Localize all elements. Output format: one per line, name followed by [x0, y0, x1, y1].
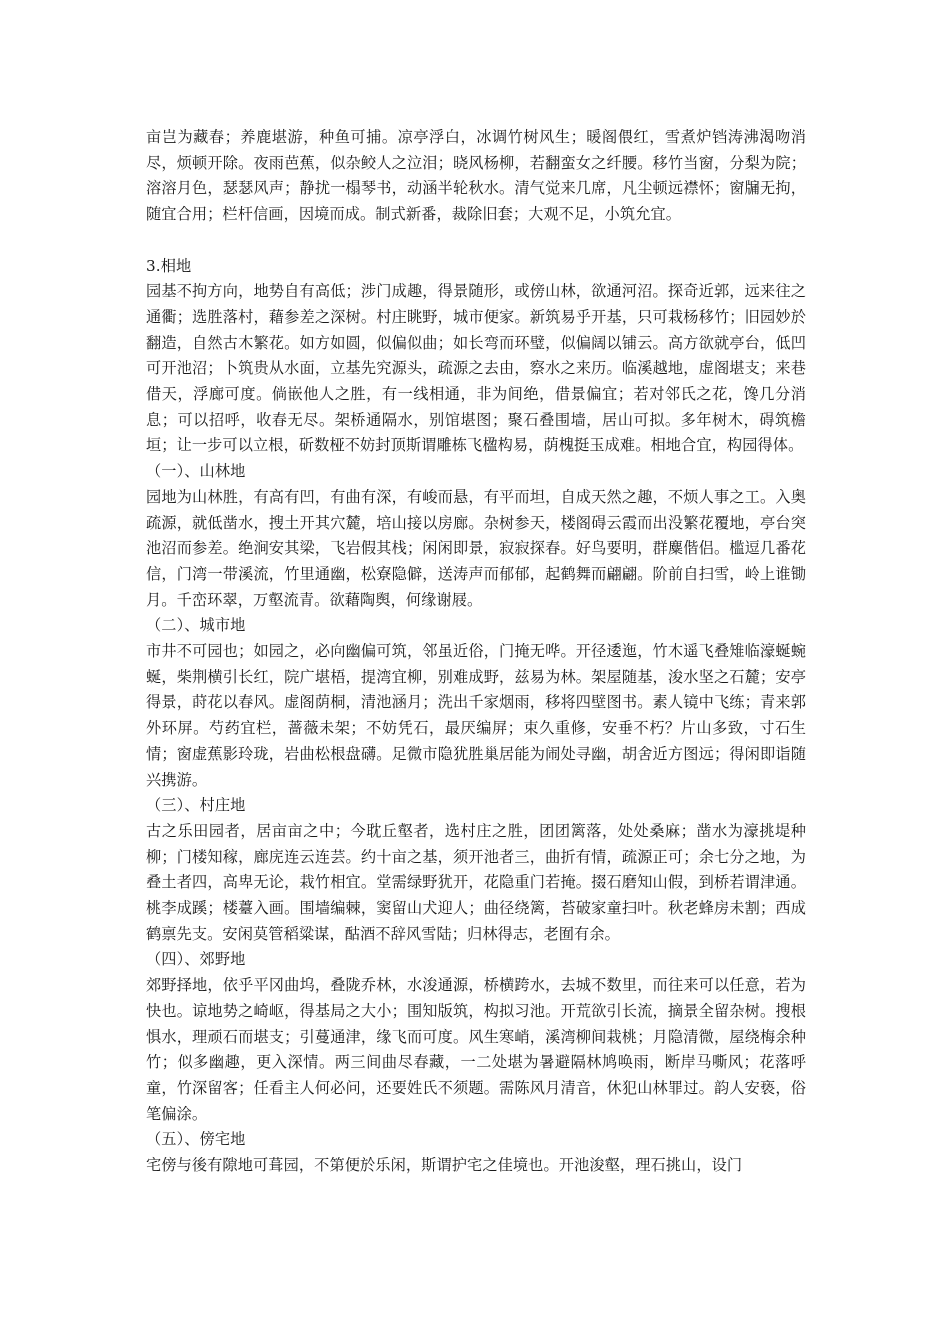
section-heading: 3.相地	[146, 256, 192, 275]
subsection-heading-city: （二）、城市地	[146, 616, 246, 635]
intro-paragraph: 亩岂为藏春；养鹿堪游，种鱼可捕。凉亭浮白，冰调竹树风生；暖阁偎红，雪煮炉铛涛沸渴吻消尽，烦顿开除。夜雨芭蕉，似杂鲛人之泣泪；晓风杨柳，若翻蛮女之纤腰。移竹当窗，分梨为院；溶溶月色，瑟瑟风声；静扰一榻琴书，动涵半轮秋水。清气觉来几席，凡尘顿远襟怀；窗牖无拘，随宜合用；栏杆信画，因境而成。制式新番，裁除旧套；大观不足，小筑允宜。	[146, 128, 806, 224]
subsection-heading-beside-house: （五）、傍宅地	[146, 1130, 246, 1149]
subsection-text-mountain-forest: 园地为山林胜，有高有凹，有曲有深，有峻而悬，有平而坦，自成天然之趣，不烦人事之工。入奥疏源，就低凿水，搜土开其穴麓，培山接以房廊。杂树参天，楼阁碍云霞而出没繁花覆地，亭台突池沼而参差。绝涧安其梁，飞岩假其栈；闲闲即景，寂寂探春。好鸟要明，群麋偕侣。槛逗几番花信，门湾一带溪流，竹里通幽，松寮隐僻，送涛声而郁郁，起鹤舞而翩翩。阶前自扫雪，岭上谁锄月。千峦环翠，万壑流青。欲藉陶舆，何缘谢屐。	[146, 487, 806, 609]
subsection-heading-suburb: （四）、郊野地	[146, 950, 246, 969]
subsection-text-beside-house: 宅傍与後有隙地可葺园，不第便於乐闲，斯谓护宅之佳境也。开池浚壑，理石挑山，设门	[146, 1156, 743, 1175]
document-page	[146, 125, 806, 1179]
paragraph-gap	[146, 228, 806, 254]
subsection-text-city: 市井不可园也；如园之，必向幽偏可筑，邻虽近俗，门掩无哗。开径逶迤，竹木遥飞叠雉临濠蜒蜿蜒，柴荆横引长红，院广堪梧，提湾宜柳，别难成野，兹易为林。架屋随基，浚水坚之石麓；安亭得景，莳花以春风。虚阁荫桐，清池涵月；洗出千家烟雨，移将四壁图书。素人镜中飞练；青来郭外环屏。芍药宜栏，蔷薇未架；不妨凭石，最厌编屏；束久重修，安垂不朽？片山多致，寸石生情；窗虚蕉影玲珑，岩曲松根盘礴。足微市隐犹胜巢居能为闹处寻幽，胡舍近方图远；得闲即诣随兴携游。	[146, 642, 806, 789]
subsection-heading-mountain-forest: （一）、山林地	[146, 462, 246, 481]
subsection-heading-village: （三）、村庄地	[146, 796, 246, 815]
subsection-text-village: 古之乐田园者，居亩亩之中；今耽丘壑者，选村庄之胜，团团篱落，处处桑麻；凿水为濠挑堤种柳；门楼知稼，廊庑连云连芸。约十亩之基，须开池者三，曲折有情，疏源正可；余七分之地，为叠土者四，高卑无论，栽竹相宜。堂需绿野犹开，花隐重门若掩。掇石磨知山假，到桥若谓津通。桃李成蹊；楼薹入画。围墙编棘，窦留山犬迎人；曲径绕篱，苔破家童扫叶。秋老蜂房未割；西成鹤禀先支。安闲莫管稻粱谋，酤酒不辞风雪陆；归林得志，老囿有余。	[146, 821, 806, 943]
section-paragraph: 园基不拘方向，地势自有高低；涉门成趣，得景随形，或傍山林，欲通河沼。探奇近郭，远来往之通衢；选胜落村，藉参差之深树。村庄眺野，城市便家。新筑易乎开基，只可栽杨移竹；旧园妙於翻造，自然古木繁花。如方如圆，似偏似曲；如长弯而环璧，似偏阔以铺云。高方欲就亭台，低凹可开池沼；卜筑贵从水面，立基先究源头，疏源之去由，察水之来历。临溪越地，虚阁堪支；来巷借天，浮廊可度。倘嵌他人之胜，有一线相通，非为间绝，借景偏宜；若对邻氏之花，馋几分消息；可以招呼，收春无尽。架桥通隔水，别馆堪图；聚石叠围墙，居山可拟。多年树木，碍筑檐垣；让一步可以立根，斫数桠不妨封顶斯谓雕栋飞楹构易，荫槐挺玉成难。相地合宜，构园得体。	[146, 282, 806, 455]
subsection-text-suburb: 郊野择地，依乎平冈曲坞，叠陇乔林，水浚通源，桥横跨水，去城不数里，而往来可以任意，若为快也。谅地势之崎岖，得基局之大小；围知版筑，构拟习池。开荒欲引长流，摘景全留杂树。搜根惧水，理顽石而堪支；引蔓通津，缘飞而可度。风生寒峭，溪湾柳间栽桃；月隐清微，屋绕梅余种竹；似多幽趣，更入深情。两三间曲尽春藏，一二处堪为暑避隔林鸠唤雨，断岸马嘶风；花落呼童，竹深留客；任看主人何必问，还要姓氏不须题。需陈风月清音，休犯山林罪过。韵人安亵，俗笔偏涂。	[146, 976, 806, 1123]
